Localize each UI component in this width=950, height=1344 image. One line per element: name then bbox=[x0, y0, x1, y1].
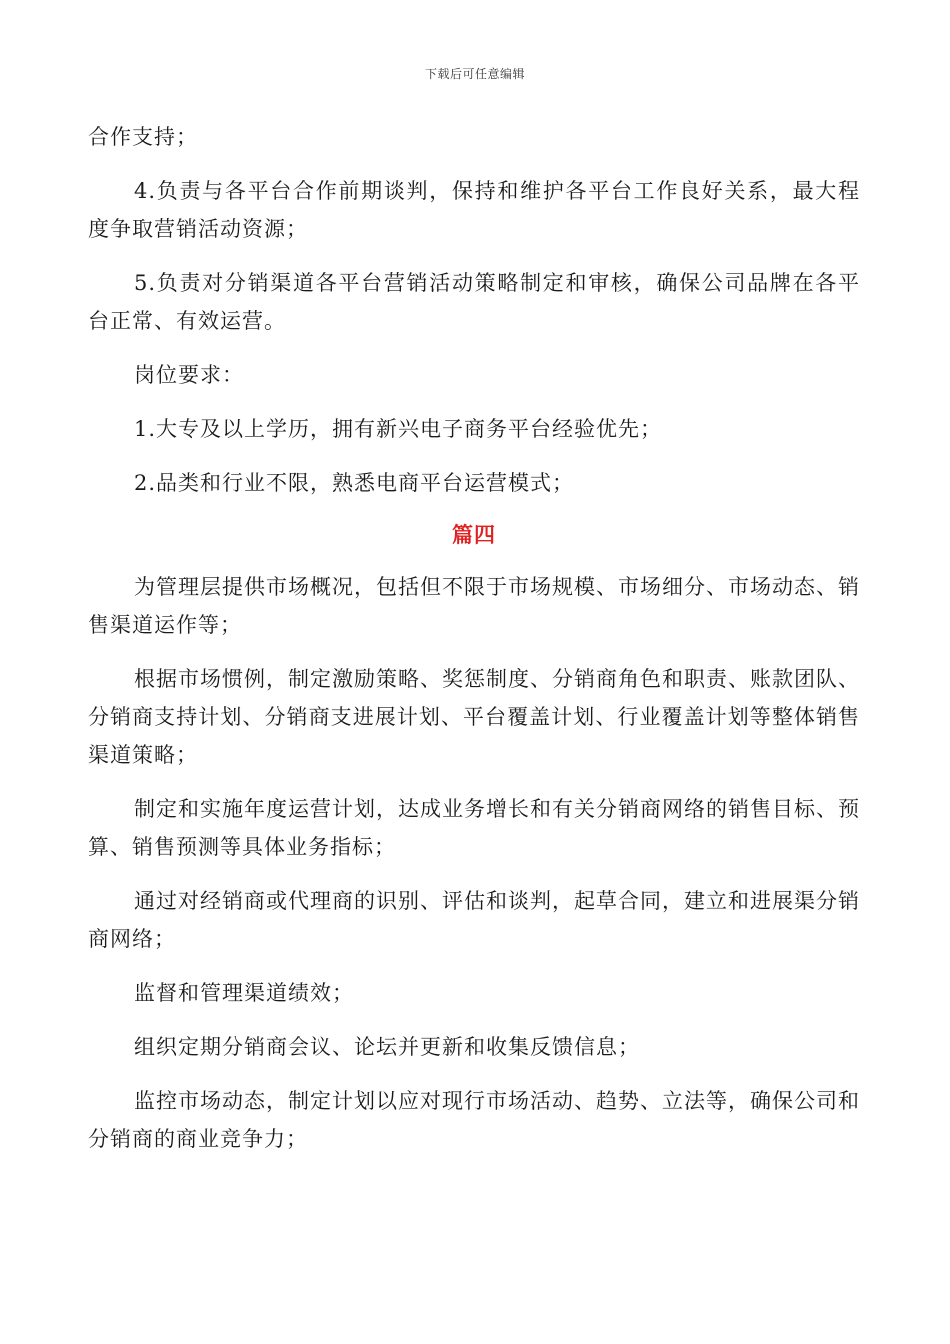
continuation-line: 合作支持； bbox=[88, 125, 198, 149]
duty-item-5: 5.负责对分销渠道各平台营销活动策略制定和审核，确保公司品牌在各平台正常、有效运营。 bbox=[88, 271, 860, 333]
document-body bbox=[88, 118, 860, 1158]
section-paragraph-4: 通过对经销商或代理商的识别、评估和谈判，起草合同，建立和进展渠分销商网络； bbox=[88, 889, 860, 951]
requirements-heading: 岗位要求： bbox=[134, 363, 244, 387]
requirement-item-1: 1.大专及以上学历，拥有新兴电子商务平台经验优先； bbox=[134, 417, 663, 441]
section-paragraph-7: 监控市场动态，制定计划以应对现行市场活动、趋势、立法等，确保公司和分销商的商业竞争力； bbox=[88, 1089, 860, 1151]
requirement-item-2: 2.品类和行业不限，熟悉电商平台运营模式； bbox=[134, 471, 575, 495]
section-paragraph-6: 组织定期分销商会议、论坛并更新和收集反馈信息； bbox=[134, 1035, 640, 1059]
header-note: 下载后可任意编辑 bbox=[424, 67, 525, 81]
section-paragraph-3: 制定和实施年度运营计划，达成业务增长和有关分销商网络的销售目标、预算、销售预测等具体业务指标； bbox=[88, 797, 860, 859]
section-title: 篇四 bbox=[452, 523, 496, 547]
section-paragraph-2: 根据市场惯例，制定激励策略、奖惩制度、分销商角色和职责、账款团队、分销商支持计划、分销商支进展计划、平台覆盖计划、行业覆盖计划等整体销售渠道策略； bbox=[88, 667, 860, 767]
duty-item-4: 4.负责与各平台合作前期谈判，保持和维护各平台工作良好关系，最大程度争取营销活动资源； bbox=[88, 179, 860, 241]
section-paragraph-5: 监督和管理渠道绩效； bbox=[134, 981, 354, 1005]
section-paragraph-1: 为管理层提供市场概况，包括但不限于市场规模、市场细分、市场动态、销售渠道运作等； bbox=[88, 575, 860, 637]
